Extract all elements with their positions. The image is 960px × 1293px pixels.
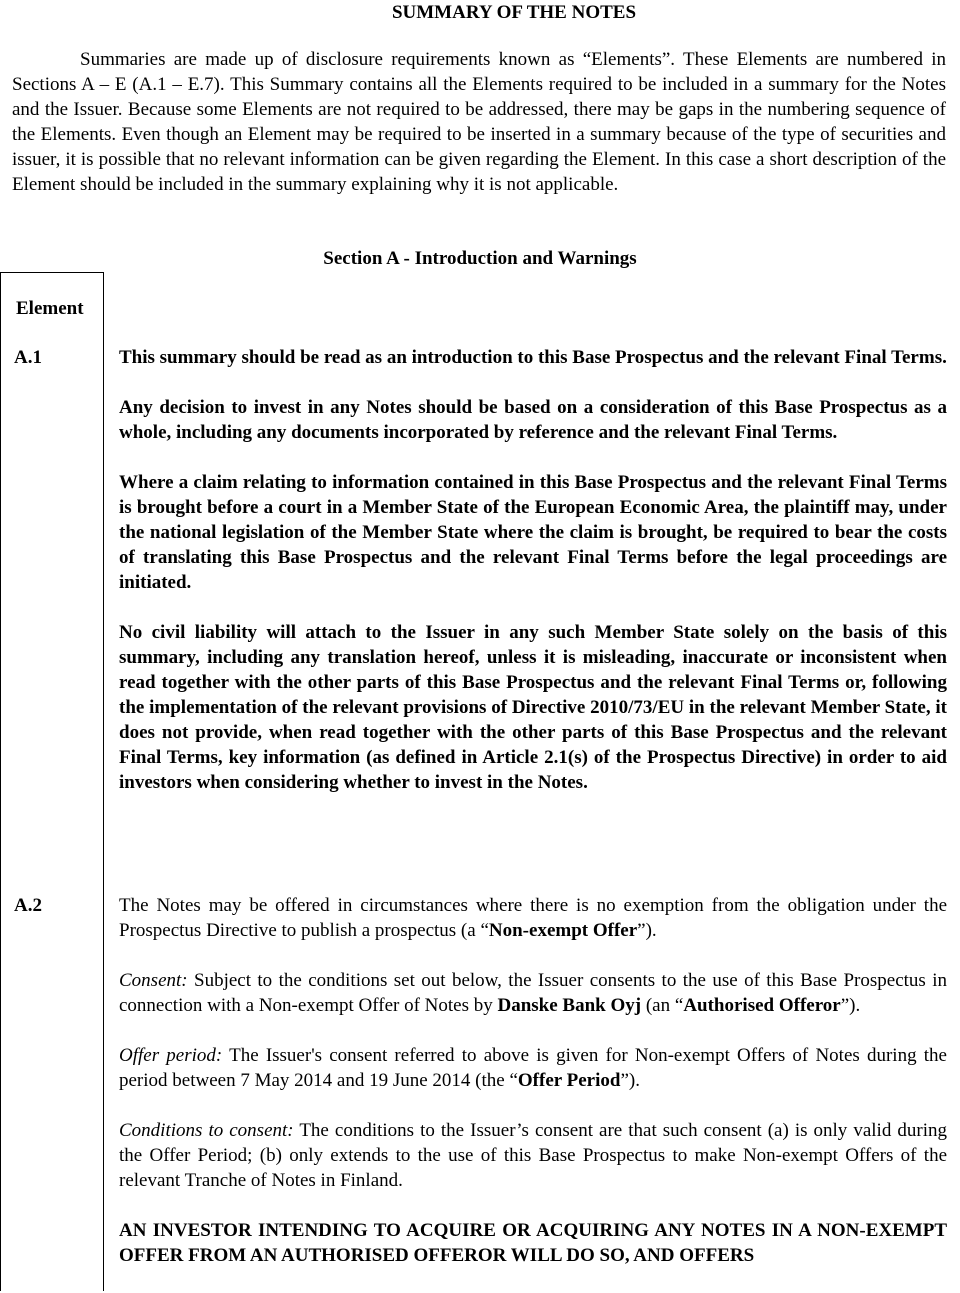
authorised-offeror-name: Danske Bank Oyj bbox=[497, 995, 642, 1016]
intro-paragraph: Summaries are made up of disclosure requirements known as “Elements”. These Elements are numbered in Sections A – E (A.1 – E.7). This Summary contains all the Elements required to be included in a summary for the Notes and the Issuer. Because some Elements are not required to be addressed, there may be gaps in the numbering sequence of the Elements. Even though an Element may be required to be inserted in a summary because of the type of securities and issuer, it is possible that no relevant information can be given regarding the Element. In this case a short description of the Element should be included in the summary explaining why it is not applicable. bbox=[12, 49, 946, 195]
table-top-border bbox=[0, 272, 103, 273]
element-a1-content bbox=[119, 345, 947, 820]
defined-term-non-exempt-offer: Non-exempt Offer bbox=[488, 920, 638, 941]
element-id-a2: A.2 bbox=[14, 895, 42, 916]
a2-paragraph-offer-period: Offer period: The Issuer's consent referred to above is given for Non-exempt Offers of Notes during the period between 7 May 2014 and 19 June 2014 (the “Offer Period”). bbox=[119, 1045, 947, 1091]
a2-paragraph-investor-warning: AN INVESTOR INTENDING TO ACQUIRE OR ACQUIRING ANY NOTES IN A NON-EXEMPT OFFER FROM AN AUTHORISED OFFEROR WILL DO SO, AND OFFERS bbox=[119, 1220, 947, 1266]
section-heading: Section A - Introduction and Warnings bbox=[323, 248, 637, 269]
a1-paragraph-court-claim: Where a claim relating to information contained in this Base Prospectus and the relevant Final Terms is brought before a court in a Member State of the European Economic Area, the plaintiff may, under the national legislation of the Member State where the claim is brought, be required to bear the costs of translating this Base Prospectus and the relevant Final Terms before the legal proceedings are initiated. bbox=[119, 472, 947, 593]
document-title: SUMMARY OF THE NOTES bbox=[391, 2, 637, 23]
defined-term-authorised-offeror: Authorised Offeror bbox=[683, 995, 841, 1016]
offer-period-label: Offer period: bbox=[119, 1045, 223, 1066]
consent-label: Consent: bbox=[119, 970, 188, 991]
a1-paragraph-intro: This summary should be read as an introduction to this Base Prospectus and the relevant Final Terms. bbox=[119, 347, 947, 368]
a1-paragraph-civil-liability: No civil liability will attach to the Issuer in any such Member State solely on the basis of this summary, including any translation hereof, unless it is misleading, inaccurate or inconsistent when read together with the other parts of this Base Prospectus and the relevant Final Terms or, following the implementation of the relevant provisions of Directive 2010/73/EU in the relevant Member State, it does not provide, when read together with the other parts of this Base Prospectus and the relevant Final Terms, key information (as defined in Article 2.1(s) of the Prospectus Directive) in order to aid investors when considering whether to invest in the Notes. bbox=[119, 622, 947, 793]
element-id-a1: A.1 bbox=[14, 347, 42, 368]
table-left-border bbox=[0, 272, 1, 1291]
defined-term-offer-period: Offer Period bbox=[517, 1070, 621, 1091]
element-a2-content bbox=[119, 893, 947, 1293]
a2-paragraph-non-exempt-offer: The Notes may be offered in circumstances where there is no exemption from the obligation under the Prospectus Directive to publish a prospectus (a “Non-exempt Offer”). bbox=[119, 895, 947, 941]
a2-paragraph-conditions: Conditions to consent: The conditions to the Issuer’s consent are that such consent (a) is only valid during the Offer Period; (b) only extends to the use of this Base Prospectus to make Non-exempt Offers of the relevant Tranche of Notes in Finland. bbox=[119, 1120, 947, 1191]
conditions-label: Conditions to consent: bbox=[119, 1120, 294, 1141]
element-column-divider bbox=[103, 272, 104, 1291]
a1-paragraph-investment-decision: Any decision to invest in any Notes should be based on a consideration of this Base Prospectus as a whole, including any documents incorporated by reference and the relevant Final Terms. bbox=[119, 397, 947, 443]
a2-paragraph-consent: Consent: Subject to the conditions set out below, the Issuer consents to the use of this Base Prospectus in connection with a Non-exempt Offer of Notes by Danske Bank Oyj (an “Authorised Offeror”). bbox=[119, 970, 947, 1016]
element-column-header: Element bbox=[16, 298, 84, 319]
